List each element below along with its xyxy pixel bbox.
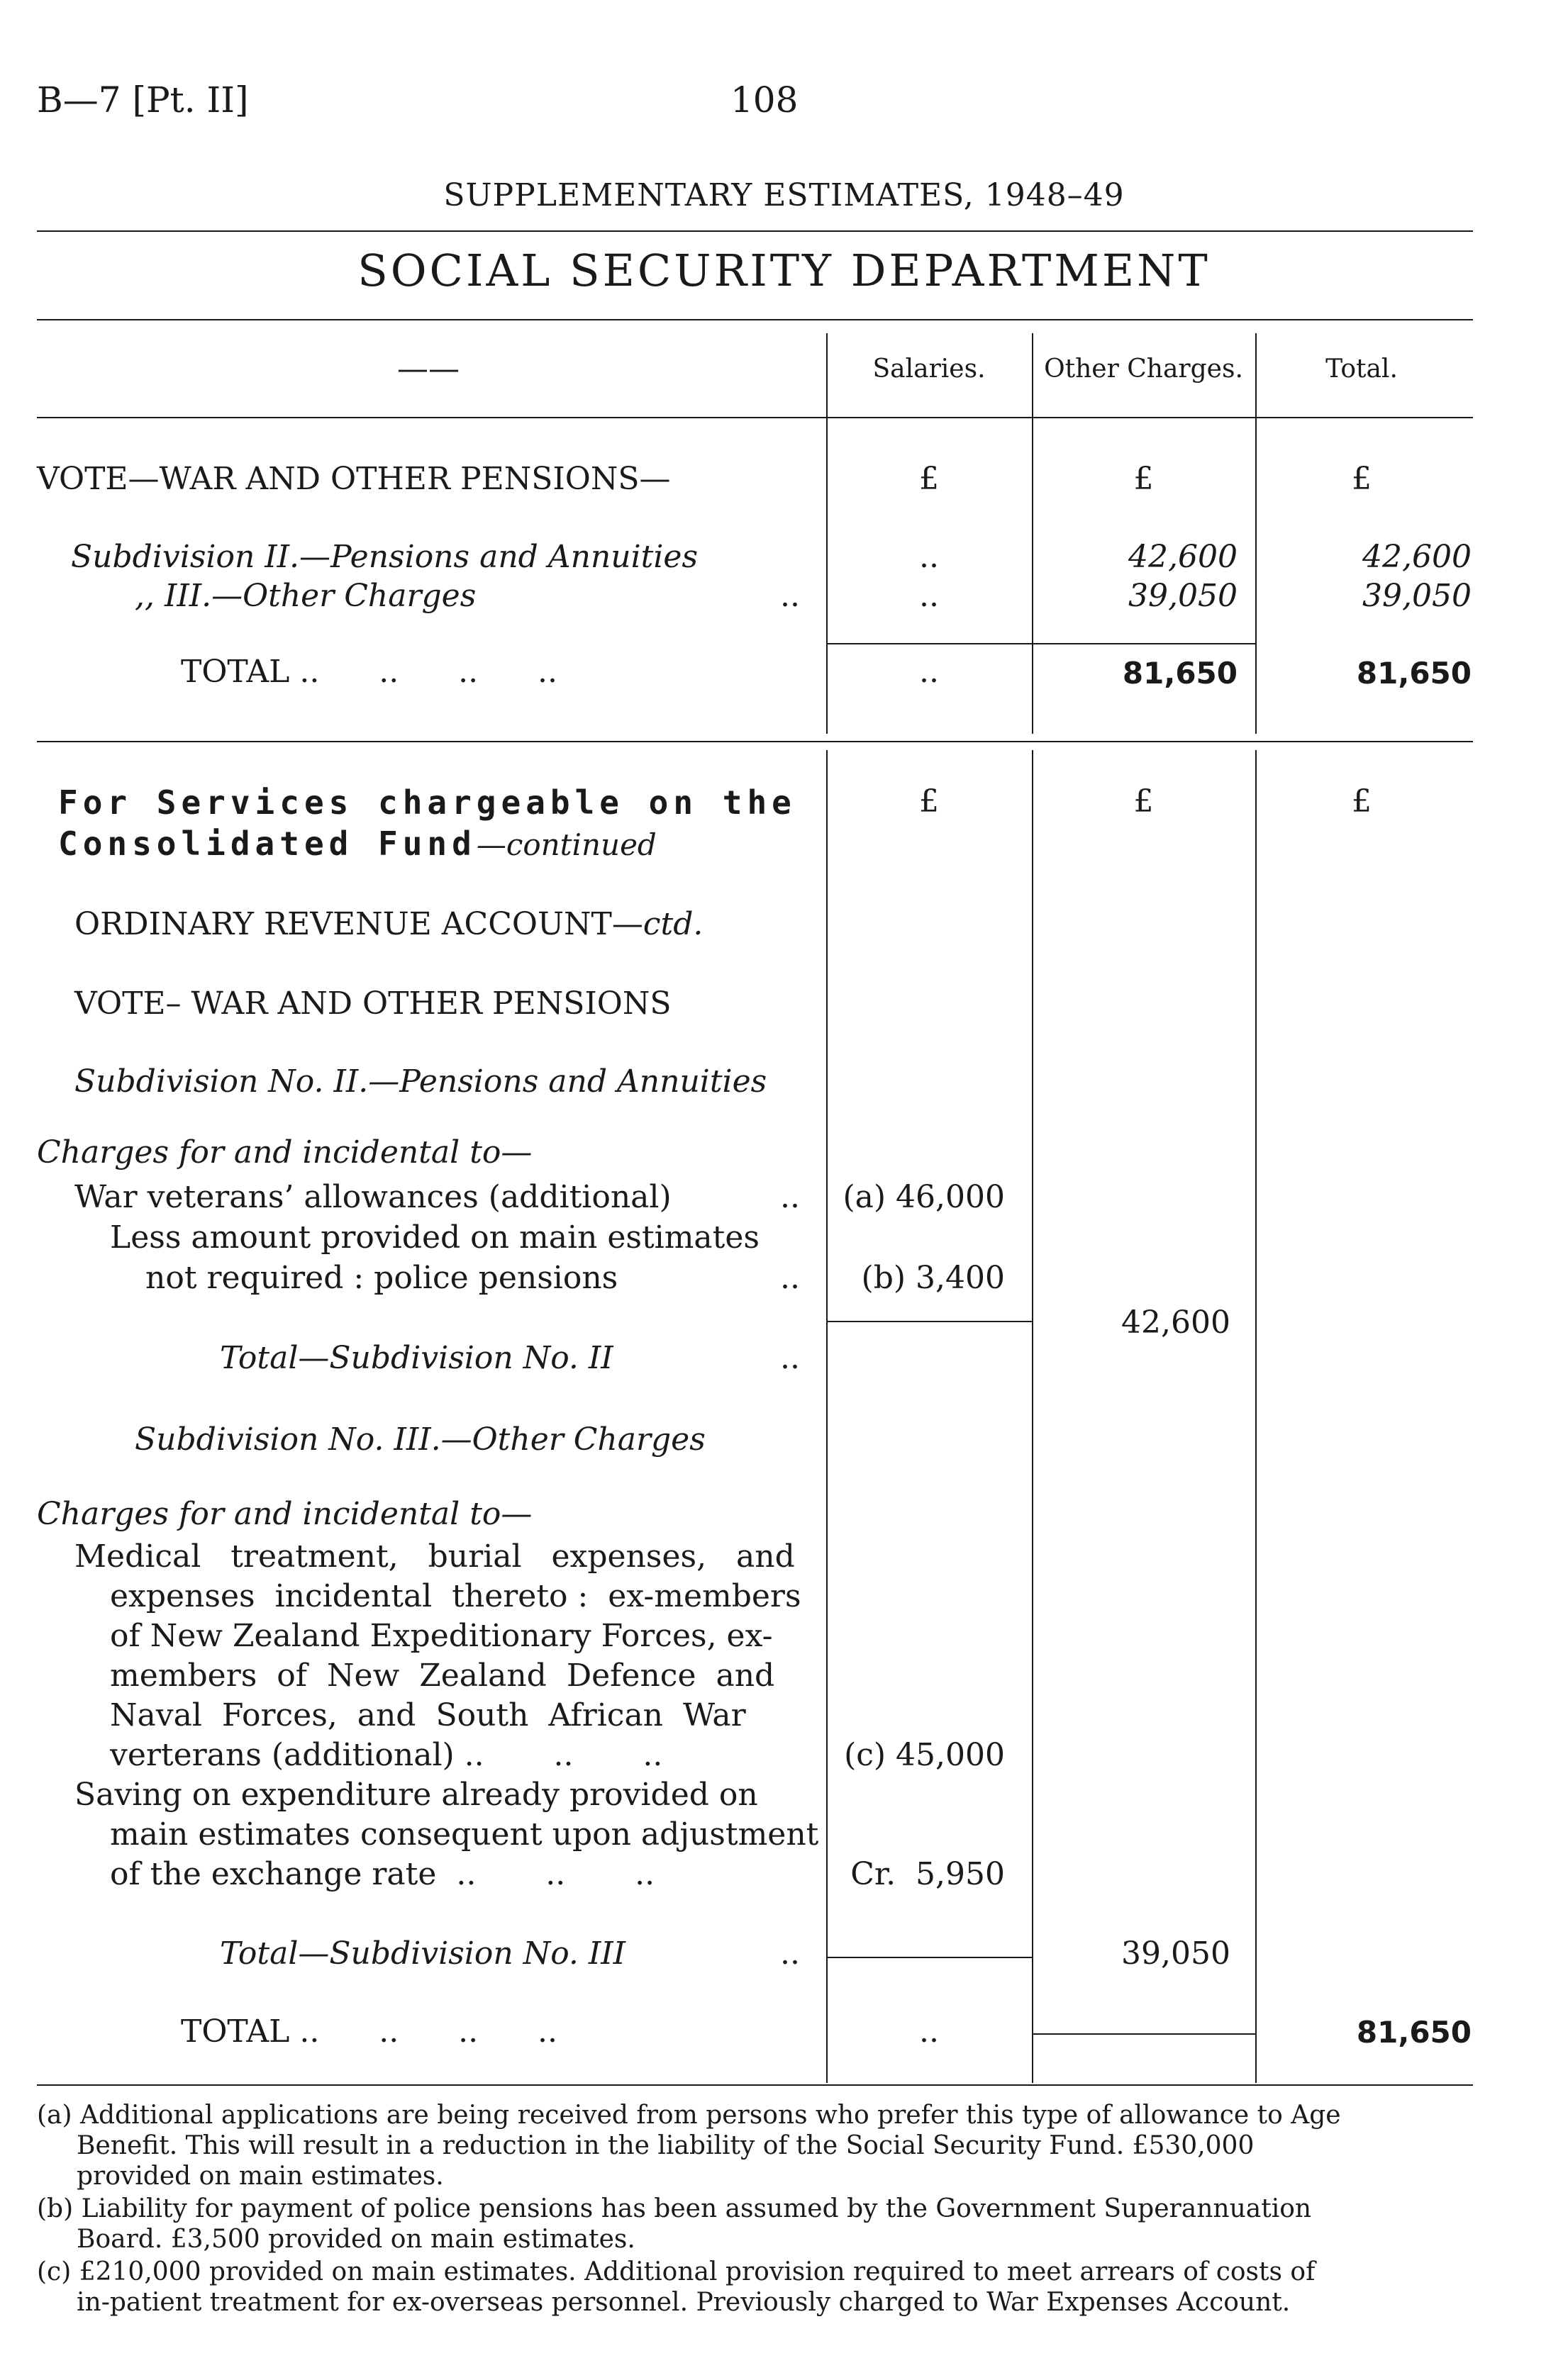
item-a-label: War veterans’ allowances (additional) — [74, 1179, 672, 1215]
column-head-dash: —— — [397, 351, 460, 387]
item-b-label-line-2: not required : police pensions — [145, 1260, 618, 1296]
subdivision-3-total-label: Total—Subdivision No. III — [220, 1935, 626, 1972]
item-d-line: of the exchange rate .. .. .. — [110, 1856, 655, 1892]
summary-total-salaries: .. — [919, 654, 939, 690]
rule — [37, 230, 1473, 232]
item-b-amount: (b) 3,400 — [861, 1260, 1005, 1296]
page-number: 108 — [730, 79, 799, 121]
footnote-c-line: (c) £210,000 provided on main estimates. Additional provision required to meet arrears of costs of — [37, 2257, 1316, 2286]
item-c-line: Medical treatment, burial expenses, and — [74, 1538, 795, 1575]
footnote-b-line: Board. £3,500 provided on main estimates. — [77, 2225, 635, 2254]
summary-row-subdivision-3-total: 39,050 — [1362, 578, 1472, 614]
item-d-amount: Cr. 5,950 — [850, 1856, 1005, 1892]
footnote-a-line: Benefit. This will result in a reduction in the liability of the Social Security Fund. £530,000 — [77, 2131, 1255, 2160]
pound-sign: £ — [1133, 461, 1154, 497]
summary-row-subdivision-3-other: 39,050 — [1128, 578, 1238, 614]
leader-dots: .. — [780, 578, 800, 614]
item-d-line: Saving on expenditure already provided on — [74, 1777, 758, 1813]
detail-total-label: TOTAL .. .. .. .. — [181, 2013, 557, 2050]
column-head-salaries: Salaries. — [872, 354, 986, 384]
rule — [37, 2084, 1473, 2086]
footnote-a-line: (a) Additional applications are being received from persons who prefer this type of allowance to Age — [37, 2101, 1341, 2130]
rule — [37, 741, 1473, 742]
summary-total-total: 81,650 — [1356, 656, 1472, 691]
column-head-other-charges: Other Charges. — [1044, 354, 1243, 384]
summary-row-subdivision-3-salaries: .. — [919, 578, 939, 614]
item-c-line: verterans (additional) .. .. .. — [110, 1737, 663, 1773]
item-c-line: of New Zealand Expeditionary Forces, ex- — [110, 1618, 773, 1654]
item-c-line: expenses incidental thereto : ex-members — [110, 1578, 801, 1614]
footnote-b-line: (b) Liability for payment of police pensions has been assumed by the Government Superannuation — [37, 2194, 1312, 2223]
leader-dots: .. — [780, 1340, 800, 1376]
page-reference: B—7 [Pt. II] — [37, 79, 249, 121]
summary-row-subdivision-2-total: 42,600 — [1362, 539, 1472, 575]
subdivision-2-total-amount: 42,600 — [1121, 1304, 1230, 1341]
detail-heading-line-2: Consolidated Fund—continued — [58, 825, 657, 863]
rule — [826, 1957, 1032, 1958]
item-d-line: main estimates consequent upon adjustment — [110, 1816, 819, 1853]
pound-sign: £ — [919, 783, 939, 820]
item-c-line: Naval Forces, and South African War — [110, 1697, 746, 1733]
document-title: SUPPLEMENTARY ESTIMATES, 1948–49 — [443, 177, 1125, 213]
pound-sign: £ — [1352, 783, 1372, 820]
rule — [826, 643, 1255, 644]
detail-total-total: 81,650 — [1356, 2015, 1472, 2050]
footnote-a-line: provided on main estimates. — [77, 2162, 444, 2191]
ordinary-revenue-account: ORDINARY REVENUE ACCOUNT—ctd. — [74, 906, 704, 942]
summary-row-subdivision-3-label: ,, III.—Other Charges — [135, 578, 477, 614]
subdivision-2-title: Subdivision No. II.—Pensions and Annuities — [74, 1063, 767, 1100]
column-rule — [1032, 750, 1033, 2083]
summary-row-subdivision-2-salaries: .. — [919, 539, 939, 575]
leader-dots: .. — [780, 1260, 800, 1296]
charges-for-label: Charges for and incidental to— — [37, 1134, 533, 1171]
summary-row-subdivision-2-label: Subdivision II.—Pensions and Annuities — [71, 539, 699, 575]
rule — [1032, 2033, 1255, 2035]
subdivision-3-title: Subdivision No. III.—Other Charges — [135, 1421, 706, 1458]
item-c-line: members of New Zealand Defence and — [110, 1658, 775, 1694]
pound-sign: £ — [919, 461, 939, 497]
charges-for-label-3: Charges for and incidental to— — [37, 1496, 533, 1532]
summary-row-subdivision-2-other: 42,600 — [1128, 539, 1238, 575]
pound-sign: £ — [1352, 461, 1372, 497]
item-a-amount: (a) 46,000 — [843, 1179, 1005, 1215]
subdivision-2-total-label: Total—Subdivision No. II — [220, 1340, 613, 1376]
rule — [37, 319, 1473, 320]
pound-sign: £ — [1133, 783, 1154, 820]
footnote-c-line: in-patient treatment for ex-overseas personnel. Previously charged to War Expenses Account. — [77, 2288, 1291, 2317]
summary-total-label: TOTAL .. .. .. .. — [181, 654, 557, 690]
detail-heading-line-1: For Services chargeable on the — [58, 783, 796, 822]
department-title: SOCIAL SECURITY DEPARTMENT — [357, 245, 1211, 296]
item-b-label-line-1: Less amount provided on main estimates — [110, 1219, 760, 1256]
leader-dots: .. — [780, 1935, 800, 1972]
summary-vote-label: VOTE—WAR AND OTHER PENSIONS— — [37, 461, 671, 497]
rule — [826, 1321, 1032, 1322]
subdivision-3-total-amount: 39,050 — [1121, 1935, 1230, 1972]
summary-total-other: 81,650 — [1122, 656, 1238, 691]
item-c-amount: (c) 45,000 — [844, 1737, 1005, 1773]
rule — [37, 417, 1473, 418]
detail-total-salaries: .. — [919, 2013, 939, 2050]
column-head-total: Total. — [1325, 354, 1398, 384]
detail-vote-title: VOTE– WAR AND OTHER PENSIONS — [74, 985, 672, 1022]
column-rule — [1255, 750, 1257, 2083]
leader-dots: .. — [780, 1179, 800, 1215]
